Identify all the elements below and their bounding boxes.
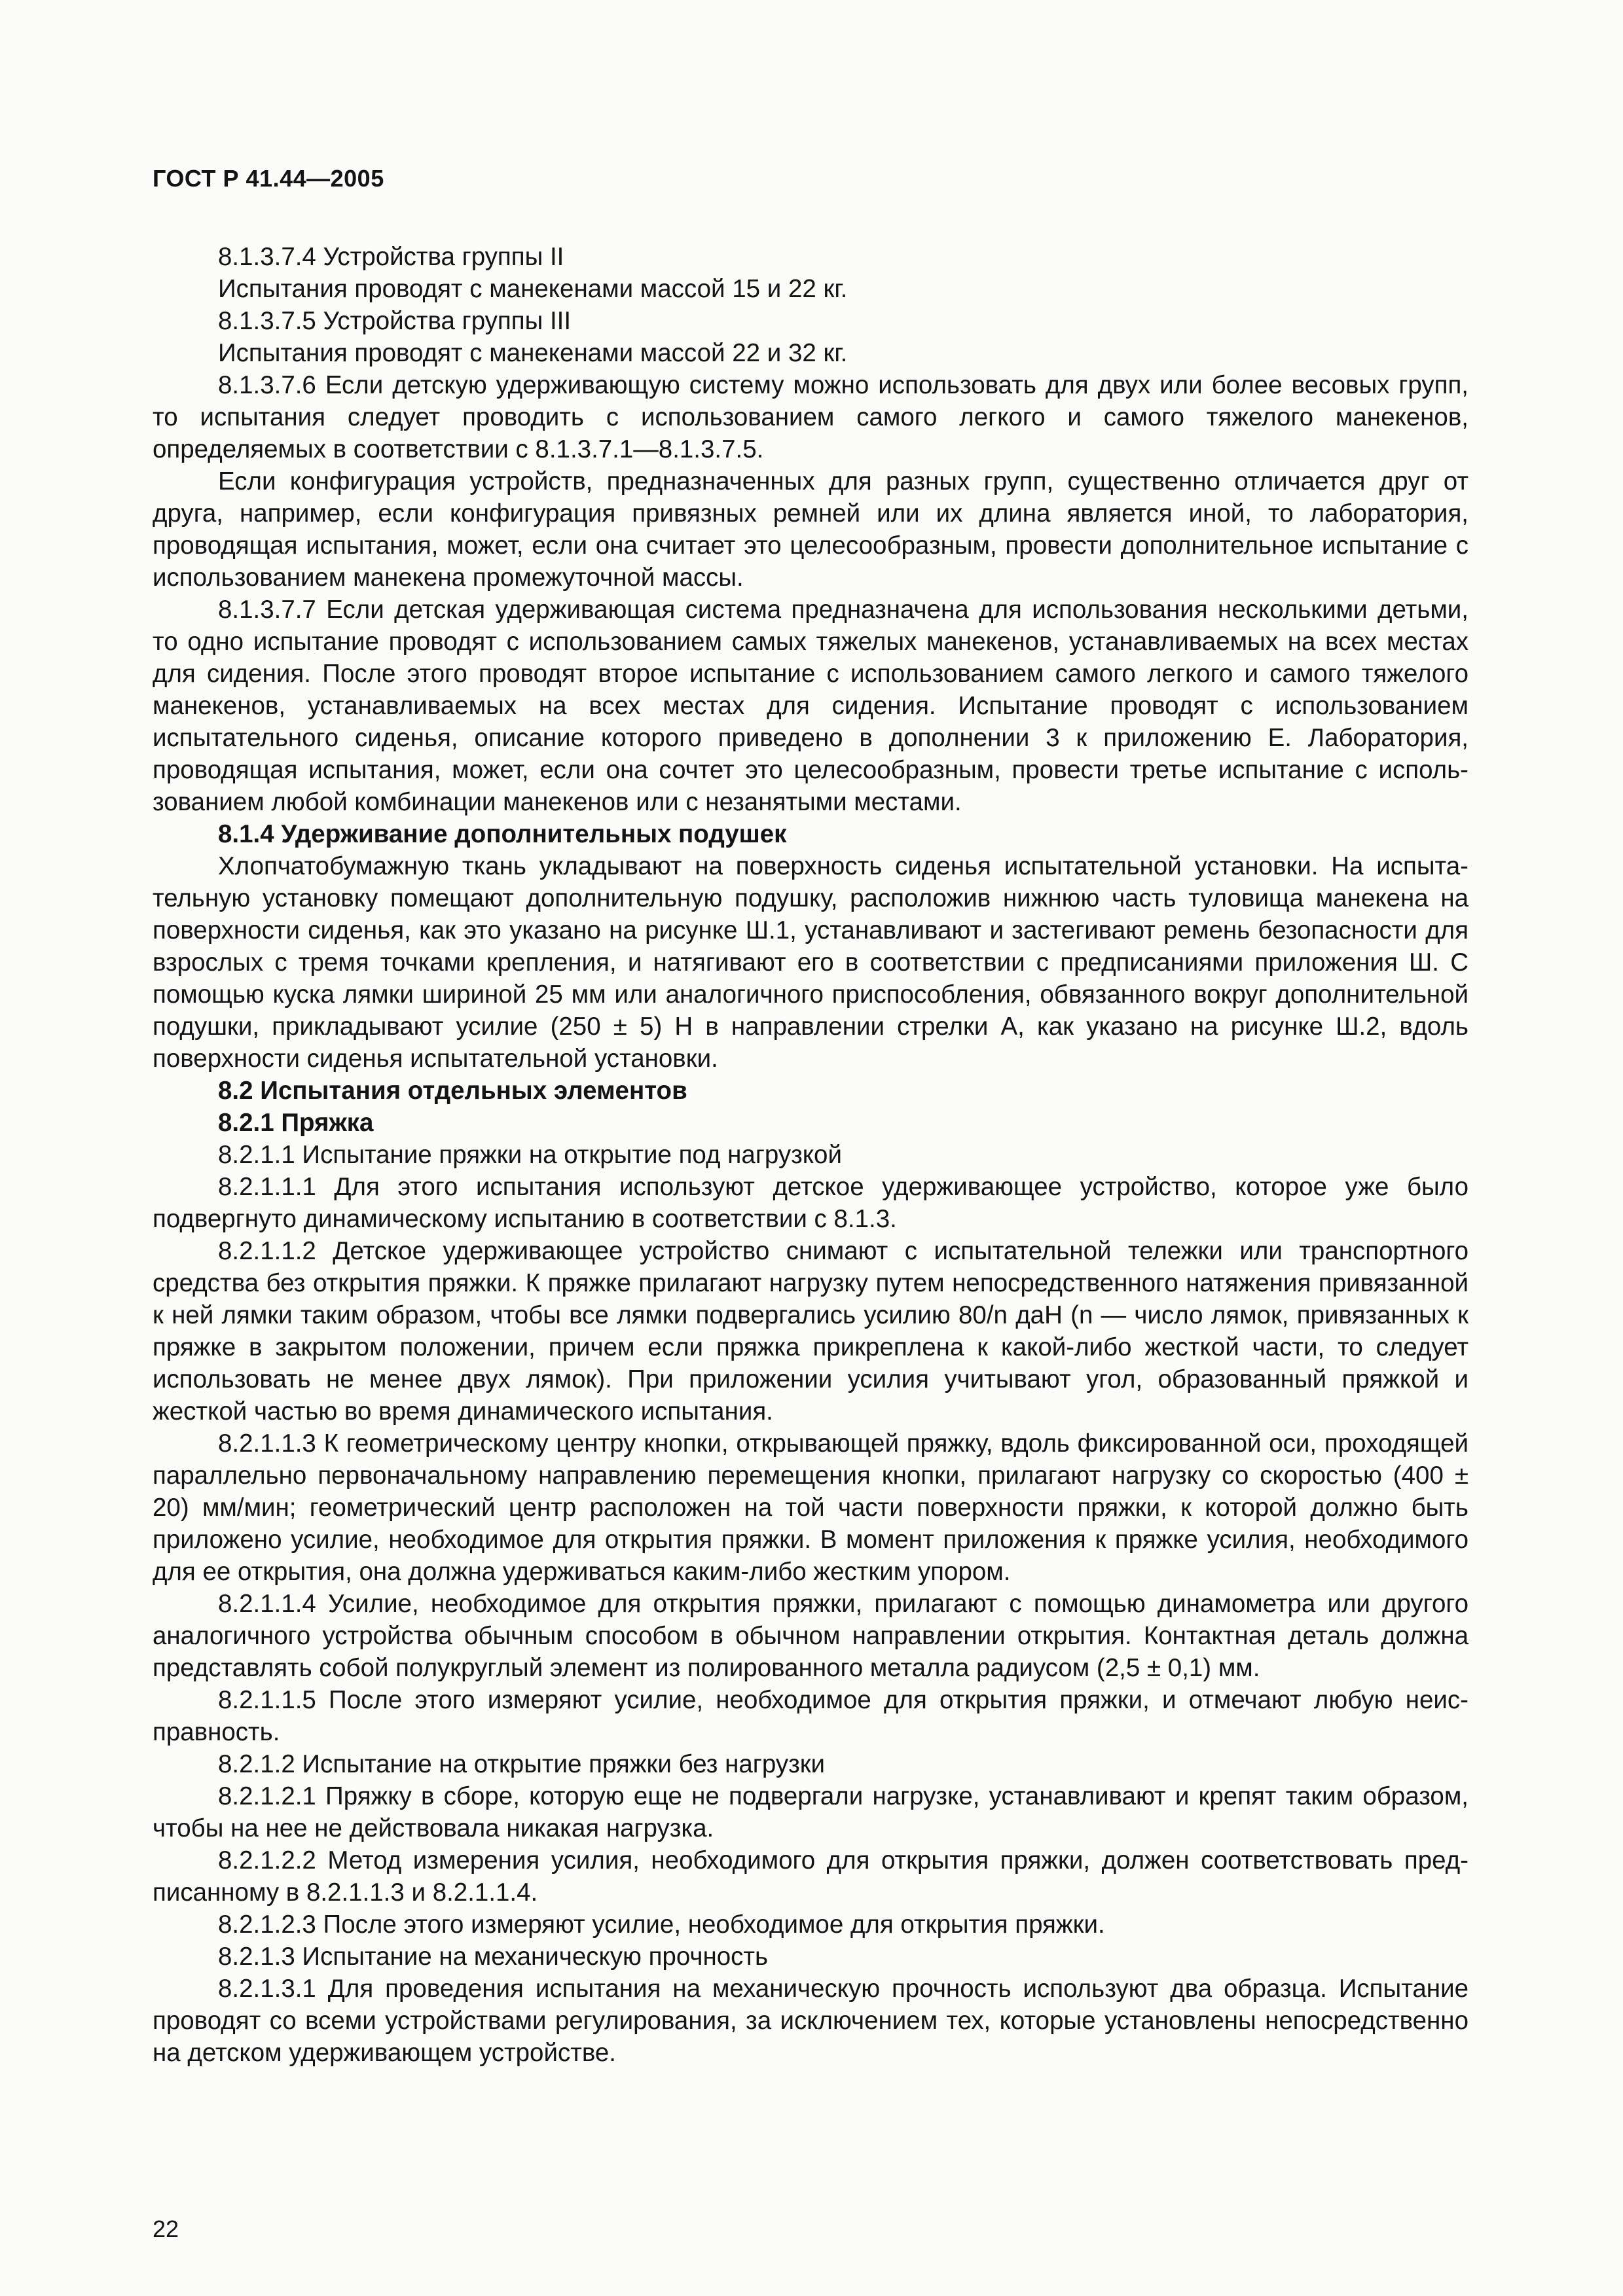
body-paragraph: 8.2.1.1.4 Усилие, необходимое для открытия пряжки, прилагают с помощью динамометра или другого аналогичного устройства обычным способом в обычном направлении открытия. Контактная деталь должна представлять собой полукруглый элемент из полированного металла радиусом (2,5 ± 0,1) мм.	[153, 1590, 1468, 1682]
body-paragraph: 8.2.1.2 Испытание на открытие пряжки без нагрузки	[218, 1750, 826, 1778]
body-paragraph: 8.2.1.1.2 Детское удерживающее устройство снимают с испытательной тележки или транспортного средства без открытия пряжки. К пряжке прилагают нагрузку путем непосредственного натяжения привязанной к ней лямки таким образом, чтобы все лямки подвергались усилию 80/n даН (n — число лямок, привязанных к пряжке в закрытом положении, причем если пряжка прикреплена к какой-либо жесткой части, то следует использовать не менее двух лямок). При приложении усилия учитывают угол, образованный пряжкой и жесткой частью во время динамического испытания.	[153, 1237, 1468, 1426]
body-paragraph: 8.2.1.2.1 Пряжку в сборе, которую еще не подвергали нагрузке, устанавливают и крепят таким образом, чтобы на нее не действовала никакая нагрузка.	[153, 1782, 1468, 1842]
body-paragraph: 8.1.3.7.7 Если детская удерживающая система предназначена для использования несколькими детьми, то одно испытание проводят с использованием самых тяжелых манекенов, устанавливаемых на всех местах для сидения. После этого проводят второе испытание с использованием самого легкого и самого тяжелого манекенов, устанавливаемых на всех местах для сидения. Испытание проводят с использованием испытательного сиденья, описание которого приведено в дополнении 3 к приложению Е. Лаборатория, проводящая испытания, может, если она сочтет это целесообразным, провести третье испытание с использованием любой комбинации манекенов или с незанятыми местами.	[153, 596, 1468, 816]
document-code-header: ГОСТ Р 41.44—2005	[153, 165, 384, 192]
body-paragraph: 8.2.1.3 Испытание на механическую прочность	[218, 1943, 769, 1971]
body-paragraph: 8.2.1.1.3 К геометрическому центру кнопки, открывающей пряжку, вдоль фиксированной оси, проходящей параллельно первоначальному направлению перемещения кнопки, прилагают нагрузку со скоростью (400 ± 20) мм/мин; геометрический центр расположен на той части поверхности пряжки, к которой должно быть приложено усилие, необходимое для открытия пряжки. В момент приложения к пряжке усилия, необходимого для ее открытия, она должна удерживаться каким-либо жестким упором.	[153, 1429, 1468, 1586]
section-heading: 8.1.4 Удерживание дополнительных подушек	[218, 820, 787, 848]
body-paragraph: Испытания проводят с манекенами массой 15 и 22 кг.	[218, 275, 848, 303]
document-body	[153, 241, 1468, 2069]
body-paragraph: 8.2.1.2.3 После этого измеряют усилие, необходимое для открытия пряжки.	[218, 1910, 1105, 1939]
body-paragraph: 8.2.1.3.1 Для проведения испытания на механическую прочность используют два образца. Испытание проводят со всеми устройствами регулирования, за исключением тех, которые установлены непосредственно на детском удерживающем устройстве.	[153, 1975, 1468, 2067]
body-paragraph: 8.2.1.1.1 Для этого испытания используют детское удерживающее устройство, которое уже было подвергнуто динамическому испытанию в соответствии с 8.1.3.	[153, 1173, 1468, 1233]
section-heading: 8.2.1 Пряжка	[218, 1109, 374, 1137]
body-paragraph: Если конфигурация устройств, предназначенных для разных групп, существенно отличается друг от друга, например, если конфигурация привязных ремней или их длина является иной, то лаборатория, проводящая испытания, может, если она считает это целесообразным, провести дополнительное испытание с использованием манекена промежуточной массы.	[153, 467, 1468, 592]
body-paragraph: 8.2.1.1.5 После этого измеряют усилие, необходимое для открытия пряжки, и отмечают любую неисправность.	[153, 1686, 1468, 1746]
body-paragraph: 8.1.3.7.4 Устройства группы II	[218, 243, 564, 271]
section-heading: 8.2 Испытания отдельных элементов	[218, 1077, 687, 1105]
body-paragraph: Испытания проводят с манекенами массой 22 и 32 кг.	[218, 339, 848, 367]
body-paragraph: 8.2.1.1 Испытание пряжки на открытие под нагрузкой	[218, 1141, 842, 1169]
body-paragraph: 8.1.3.7.5 Устройства группы III	[218, 307, 572, 335]
body-paragraph: 8.2.1.2.2 Метод измерения усилия, необходимого для открытия пряжки, должен соответствовать предписанному в 8.2.1.1.3 и 8.2.1.1.4.	[153, 1846, 1468, 1907]
body-paragraph: Хлопчатобумажную ткань укладывают на поверхность сиденья испытательной установки. На испытательную установку помещают дополнительную подушку, расположив нижнюю часть туловища манекена на поверхности сиденья, как это указано на рисунке Ш.1, устанавливают и застегивают ремень безопасности для взрослых с тремя точками крепления, и натягивают его в соответствии с предписаниями приложения Ш. С помощью куска лямки шириной 25 мм или аналогичного приспособления, обвязанного вокруг дополнительной подушки, прикладывают усилие (250 ± 5) Н в направлении стрелки A, как указано на рисунке Ш.2, вдоль поверхности сиденья испытательной установки.	[153, 852, 1468, 1073]
body-paragraph: 8.1.3.7.6 Если детскую удерживающую систему можно использовать для двух или более весовых групп, то испытания следует проводить с использованием самого легкого и самого тяжелого манекенов, определяемых в соответствии с 8.1.3.7.1—8.1.3.7.5.	[153, 371, 1468, 463]
page-number: 22	[153, 2215, 179, 2242]
